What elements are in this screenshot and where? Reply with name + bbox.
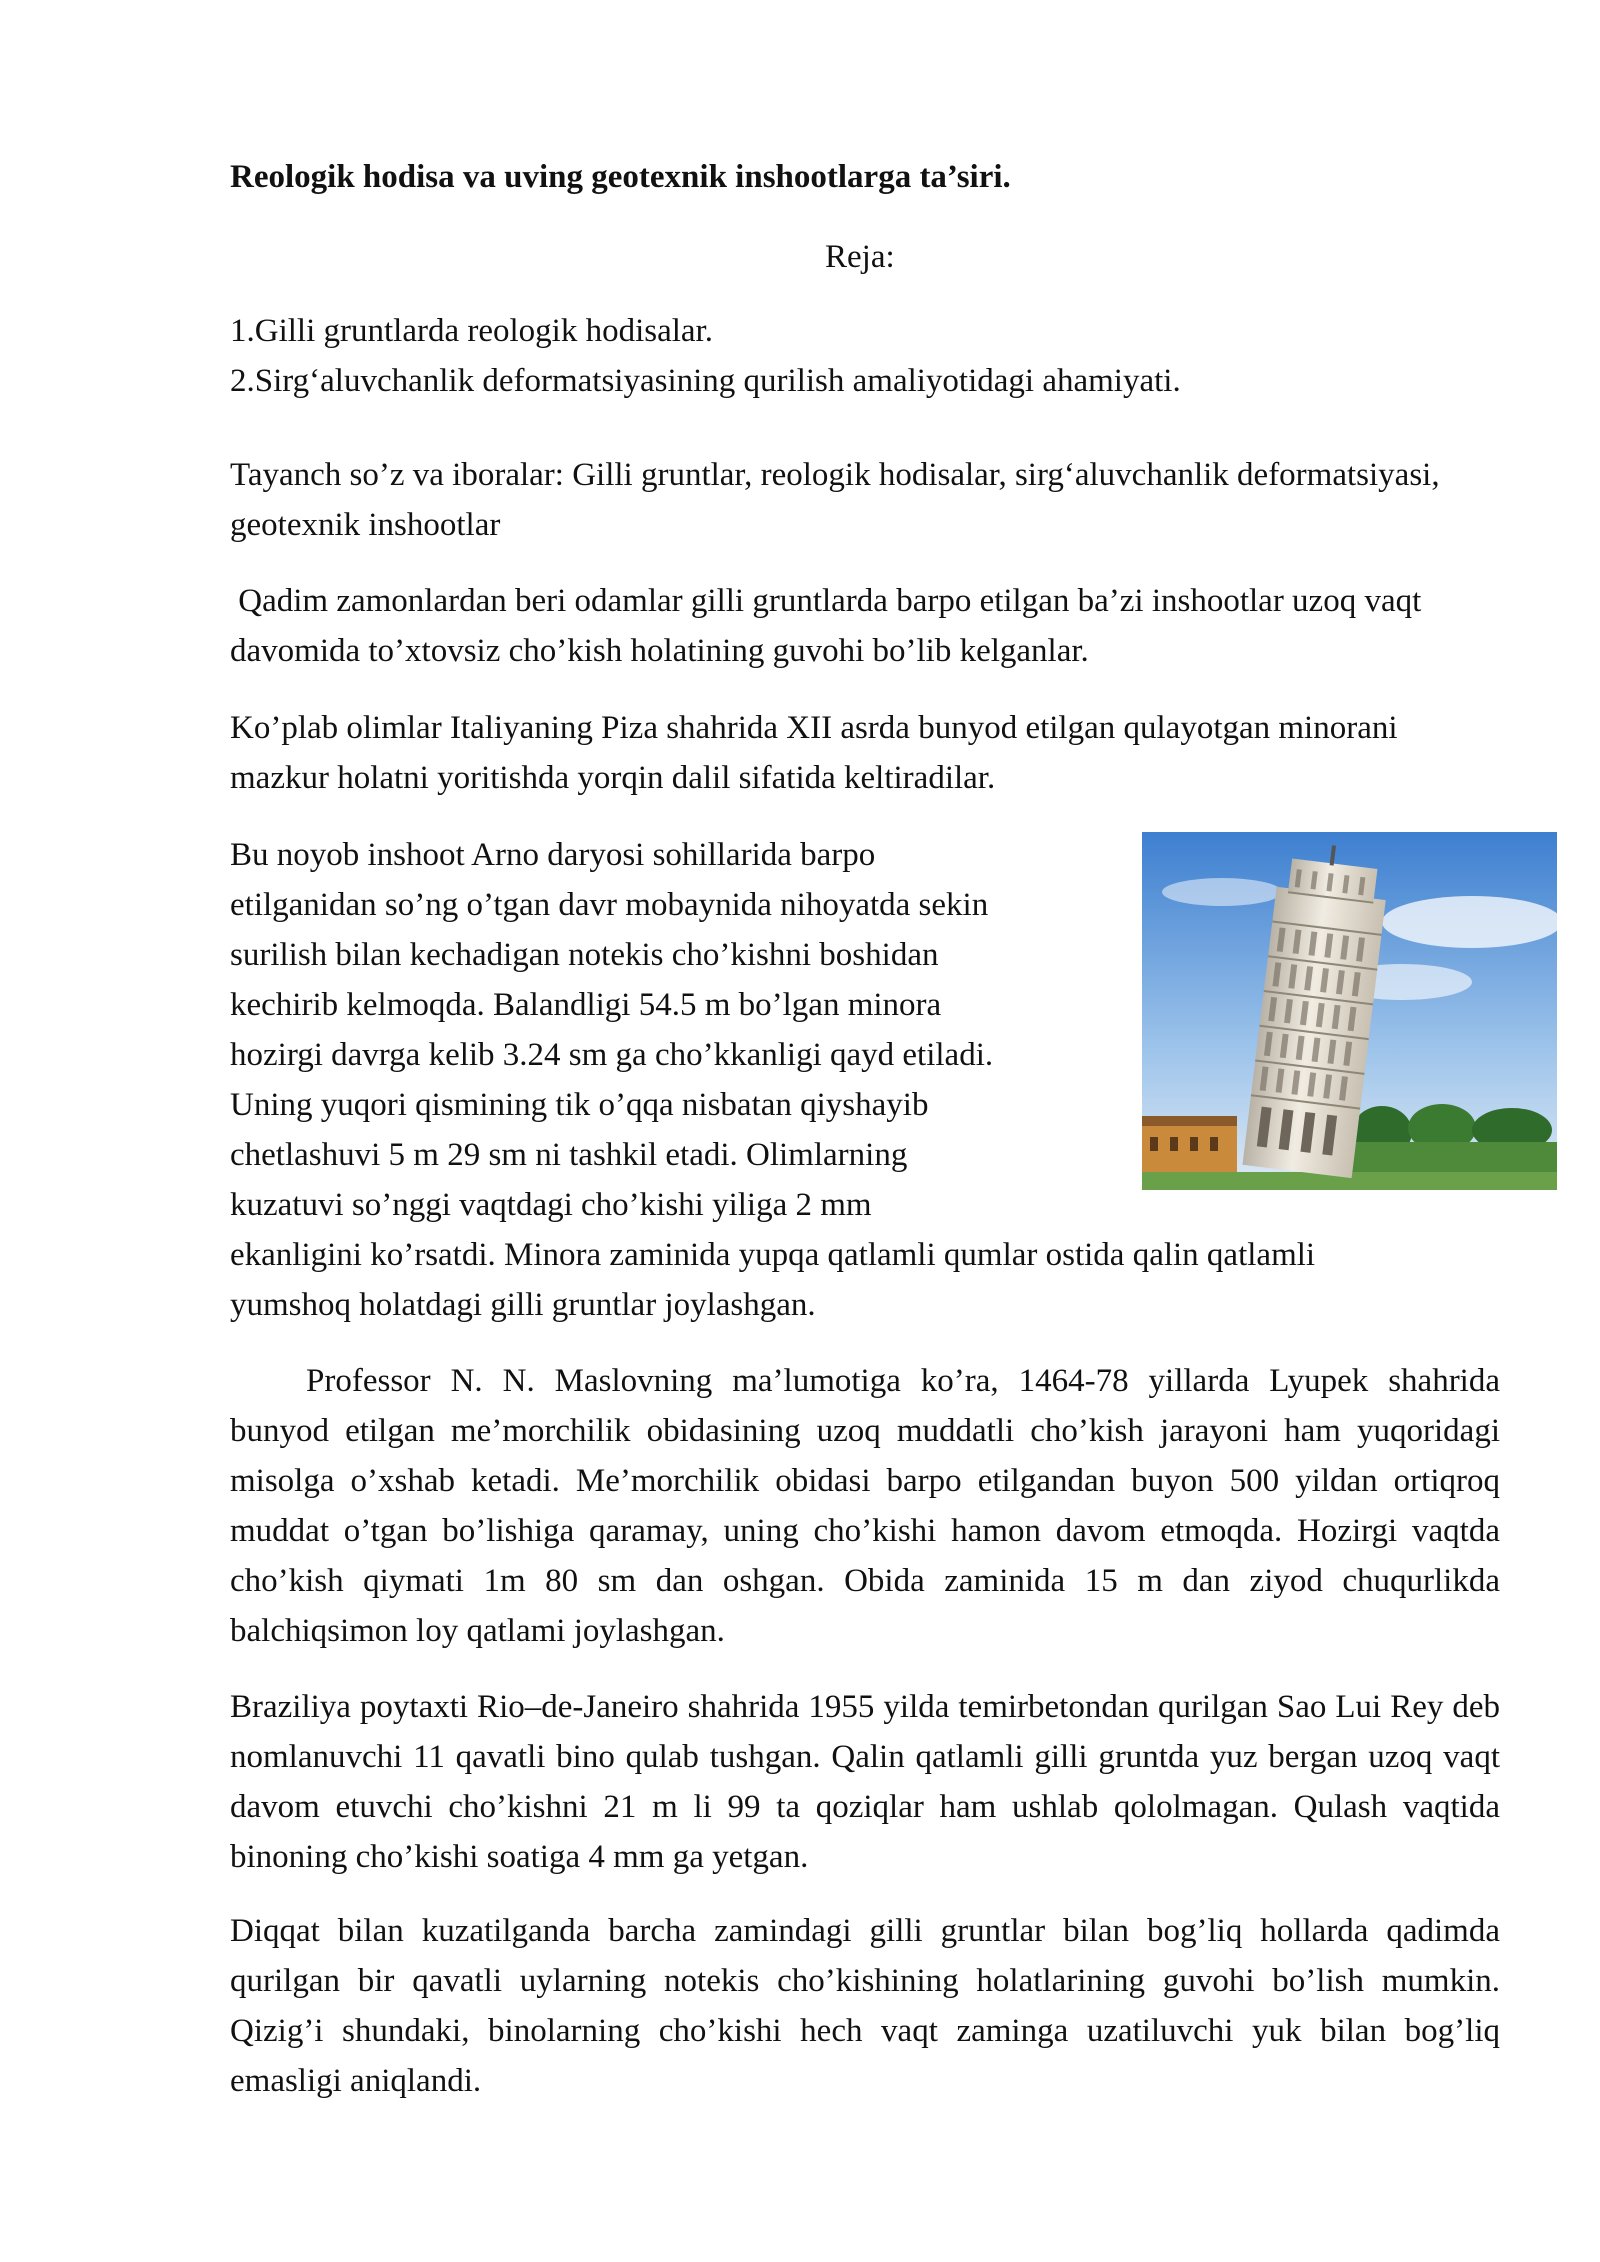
paragraph-line: Bu noyob inshoot Arno daryosi sohillarida barpo [230,837,876,873]
leaning-tower-photo [1142,832,1557,1190]
paragraph-line: hozirgi davrga kelib 3.24 sm ga cho’kkanligi qayd etiladi. [230,1037,994,1073]
plan-heading: Reja: [825,239,895,275]
lubeck-paragraph [230,1356,1500,1656]
paragraph-line: kuzatuvi so’nggi vaqtdagi cho’kishi yiliga 2 mm [230,1187,872,1223]
paragraph-line: etilganidan so’ng o’tgan davr mobaynida nihoyatda sekin [230,887,989,923]
rio-paragraph: Braziliya poytaxti Rio–de-Janeiro shahrida 1955 yilda temirbetondan qurilgan Sao Lui Rey deb nomlanuvchi 11 qavatli bino qulab tushgan. Qalin qatlamli gilli gruntda yuz bergan uzoq vaqt davom etuvchi cho’kishni 21 m li 99 ta qoziqlar ham ushlab qololmagan. Qulash vaqtida binoning cho’kishi soatiga 4 mm ga yetgan. [230,1689,1500,1875]
paragraph-line: chetlashuvi 5 m 29 sm ni tashkil etadi. Olimlarning [230,1137,908,1173]
paragraph-line: ekanligini ko’rsatdi. Minora zaminida yupqa qatlamli qumlar ostida qalin qatlamli [230,1237,1316,1273]
paragraph-line: kechirib kelmoqda. Balandligi 54.5 m bo’lgan minora [230,987,942,1023]
intro-paragraph: Qadim zamonlardan beri odamlar gilli gruntlarda barpo etilgan ba’zi inshootlar uzoq vaqt davomida to’xtovsiz cho’kish holatining guvohi bo’lib kelganlar. [230,583,1430,669]
plan-list [230,306,1500,406]
pisa-intro-paragraph: Ko’plab olimlar Italiyaning Piza shahrida XII asrda bunyod etilgan qulayotgan minorani mazkur holatni yoritishda yorqin dalil sifatida keltiradilar. [230,710,1398,796]
conclusion-paragraph: Diqqat bilan kuzatilganda barcha zamindagi gilli gruntlar bilan bog’liq hollarda qadimda qurilgan bir qavatli uylarning notekis cho’kishining holatlarining guvohi bo’lish mumkin. Qizig’i shundaki, binolarning cho’kishi hech vaqt zaminga uzatiluvchi yuk bilan bog’liq emasligi aniqlandi. [230,1913,1500,2099]
paragraph-text: Professor N. N. Maslovning ma’lumotiga ko’ra, 1464-78 yillarda Lyupek shahrida bunyod etilgan me’morchilik obidasining uzoq muddatli cho’kish jarayoni ham yuqoridagi misolga o’xshab ketadi. Me’morchilik obidasi barpo etilgandan buyon 500 yildan ortiqroq muddat o’tgan bo’lishiga qaramay, uning cho’kishi hamon davom etmoqda. Hozirgi vaqtda cho’kish qiymati 1m 80 sm dan oshgan. Obida zaminida 15 m dan ziyod chuqurlikda balchiqsimon loy qatlami joylashgan. [230,1363,1500,1649]
paragraph-line: yumshoq holatdagi gilli gruntlar joylashgan. [230,1287,816,1323]
document-title: Reologik hodisa va uving geotexnik inshootlarga ta’siri. [230,159,1011,195]
plan-item: 2.Sirg‘aluvchanlik deformatsiyasining qurilish amaliyotidagi ahamiyati. [230,363,1181,399]
keywords-paragraph: Tayanch so’z va iboralar: Gilli gruntlar, reologik hodisalar, sirg‘aluvchanlik deformatsiyasi, geotexnik inshootlar [230,457,1440,543]
plan-item: 1.Gilli gruntlarda reologik hodisalar. [230,313,713,349]
paragraph-line: surilish bilan kechadigan notekis cho’kishni boshidan [230,937,939,973]
paragraph-line: Uning yuqori qismining tik o’qqa nisbatan qiyshayib [230,1087,929,1123]
